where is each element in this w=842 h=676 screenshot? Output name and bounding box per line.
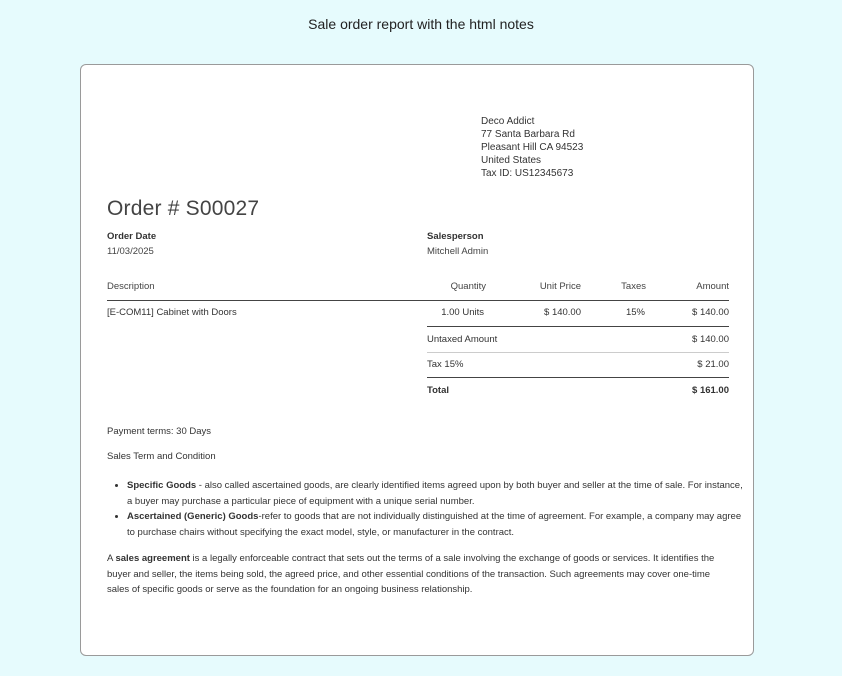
customer-name: Deco Addict [481, 116, 535, 127]
customer-city: Pleasant Hill CA 94523 [481, 142, 584, 153]
paragraph-bold: sales agreement [115, 553, 190, 564]
line-taxes: 15% [625, 307, 645, 318]
order-date-label: Order Date [107, 231, 157, 242]
line-amount: $ 140.00 [692, 307, 729, 318]
line-unit-price: $ 140.00 [544, 307, 581, 318]
customer-tax-id: Tax ID: US12345673 [481, 168, 574, 179]
customer-country: United States [481, 155, 542, 166]
list-item [127, 509, 747, 540]
terms-list [107, 478, 747, 540]
paragraph-rest: is a legally enforceable contract that sets out the terms of a sale involving the exchange of goods or services. It identifies the buyer and seller, the items being sold, the agreed price, and other essential conditions of the transaction. Such agreements may cover one-time sales of specific goods or serve as the foundation for an ongoing business relationship. [107, 553, 715, 595]
payment-terms: Payment terms: 30 Days [107, 426, 212, 437]
untaxed-label: Untaxed Amount [427, 334, 498, 345]
order-title: Order # S00027 [107, 197, 260, 220]
line-quantity: 1.00 Units [441, 307, 484, 318]
sales-agreement-paragraph [107, 551, 727, 598]
salesperson-value: Mitchell Admin [427, 246, 489, 257]
term-text: - also called ascertained goods, are clearly identified items agreed upon by both buyer and seller at the time of sale. For instance, a buyer may purchase a particular piece of equipment with a unique serial number. [127, 480, 743, 507]
tax-value: $ 21.00 [697, 359, 729, 370]
tax-divider [427, 352, 729, 353]
tax-label: Tax 15% [427, 359, 464, 370]
col-header-quantity: Quantity [450, 281, 486, 292]
terms-heading: Sales Term and Condition [107, 451, 216, 462]
order-date-value: 11/03/2025 [107, 246, 154, 257]
col-header-amount: Amount [696, 281, 729, 292]
list-item [127, 478, 747, 509]
term-name: Specific Goods [127, 480, 197, 491]
col-header-unit-price: Unit Price [539, 281, 581, 292]
untaxed-value: $ 140.00 [692, 334, 729, 345]
term-name: Ascertained (Generic) Goods [127, 511, 259, 522]
col-header-description: Description [107, 281, 155, 292]
term-text: -refer to goods that are not individually distinguished at the time of agreement. For example, a company may agree to purchase chairs without specifying the exact model, style, or manufacturer in the contract. [127, 511, 742, 538]
customer-address [481, 115, 583, 180]
header-divider [107, 300, 729, 301]
total-divider [427, 377, 729, 378]
salesperson-label: Salesperson [427, 231, 484, 242]
col-header-taxes: Taxes [621, 281, 646, 292]
report-sheet [80, 64, 754, 656]
paragraph-prefix: A [107, 553, 116, 564]
total-label: Total [427, 385, 449, 396]
page-title: Sale order report with the html notes [308, 16, 534, 32]
subtotal-divider [427, 326, 729, 327]
line-description: [E-COM11] Cabinet with Doors [107, 307, 237, 318]
customer-street: 77 Santa Barbara Rd [481, 129, 575, 140]
total-value: $ 161.00 [692, 385, 729, 396]
